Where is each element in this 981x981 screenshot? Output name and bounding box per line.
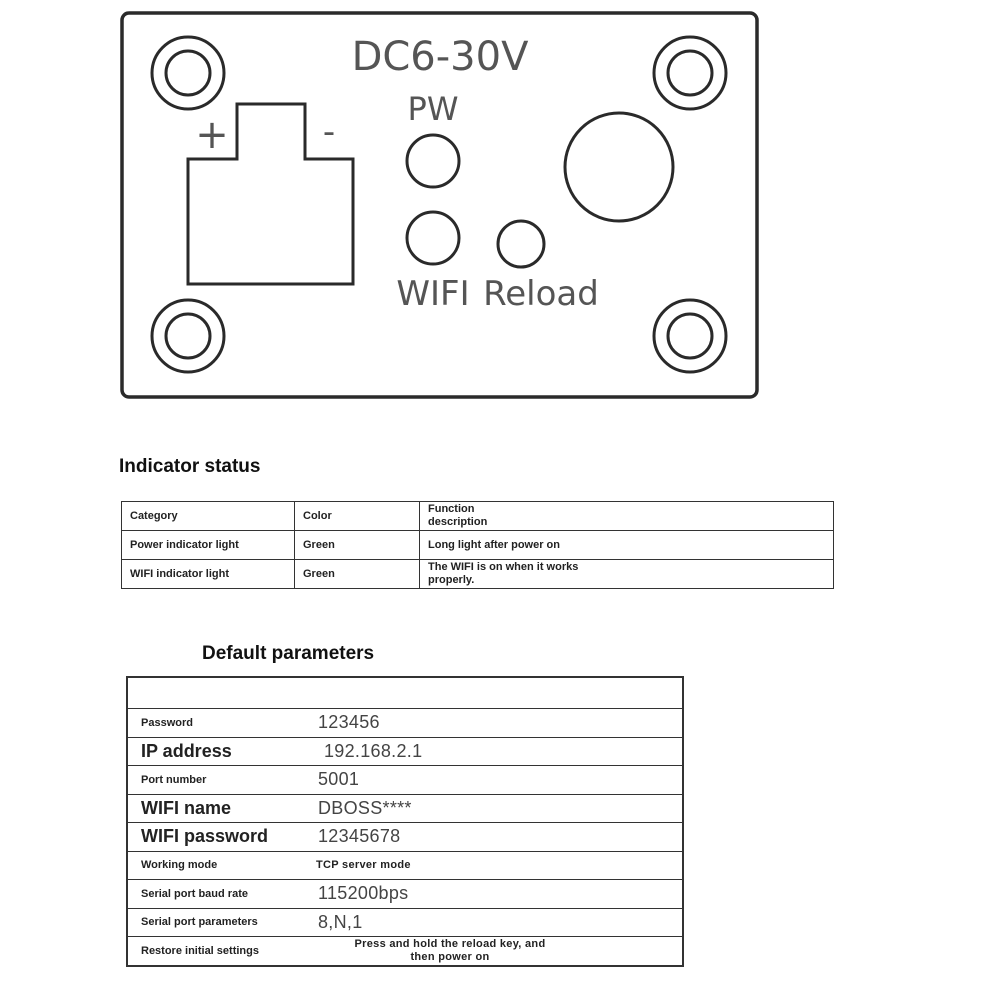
mounting-hole-top-left xyxy=(152,37,224,109)
row-function: Long light after power on xyxy=(420,531,834,560)
indicator-status-table xyxy=(121,501,834,589)
indicator-status-title: Indicator status xyxy=(119,456,261,477)
param-key: Working mode xyxy=(127,851,304,880)
param-key: IP address xyxy=(127,737,304,766)
param-value: 123456 xyxy=(304,709,683,738)
param-value: DBOSS**** xyxy=(304,794,683,823)
row-function xyxy=(420,560,834,589)
param-key: Serial port baud rate xyxy=(127,880,304,909)
header-category: Category xyxy=(122,502,295,531)
blank-cell xyxy=(127,677,683,709)
table-row xyxy=(127,937,683,966)
table-row xyxy=(122,531,834,560)
table-row xyxy=(127,766,683,795)
row-category: Power indicator light xyxy=(122,531,295,560)
antenna-connector xyxy=(565,113,673,221)
param-key: WIFI password xyxy=(127,823,304,852)
param-value xyxy=(304,937,683,966)
mounting-hole-bottom-left xyxy=(152,300,224,372)
table-row xyxy=(127,823,683,852)
wifi-led xyxy=(407,212,459,264)
row-category: WIFI indicator light xyxy=(122,560,295,589)
table-row xyxy=(127,851,683,880)
board-diagram xyxy=(0,0,981,420)
param-key: WIFI name xyxy=(127,794,304,823)
table-row xyxy=(122,560,834,589)
param-value: 192.168.2.1 xyxy=(304,737,683,766)
header-color: Color xyxy=(295,502,420,531)
pw-label: PW xyxy=(407,90,459,128)
reload-label: Reload xyxy=(483,274,599,314)
header-function-line: Function description xyxy=(428,503,488,528)
table-row xyxy=(127,880,683,909)
table-row xyxy=(127,908,683,937)
param-key: Password xyxy=(127,709,304,738)
minus-sign: - xyxy=(322,112,336,152)
row-color: Green xyxy=(295,531,420,560)
mounting-hole-top-right xyxy=(654,37,726,109)
table-row xyxy=(127,709,683,738)
mounting-hole-bottom-right xyxy=(654,300,726,372)
wifi-label: WIFI xyxy=(396,274,470,314)
param-value: TCP server mode xyxy=(304,851,683,880)
table-header-row xyxy=(122,502,834,531)
param-value: 12345678 xyxy=(304,823,683,852)
default-parameters-title: Default parameters xyxy=(202,643,375,664)
row-function-text: The WIFI is on when it works properly. xyxy=(428,561,579,586)
default-parameters-table xyxy=(126,676,684,967)
table-row xyxy=(127,794,683,823)
blank-header-row xyxy=(127,677,683,709)
voltage-label: DC6-30V xyxy=(351,34,529,80)
plus-sign: + xyxy=(195,112,229,158)
param-value-text: Press and hold the reload key, and then power on xyxy=(354,937,546,963)
table-row xyxy=(127,737,683,766)
row-color: Green xyxy=(295,560,420,589)
param-key: Restore initial settings xyxy=(127,937,304,966)
param-value: 115200bps xyxy=(304,880,683,909)
pw-led xyxy=(407,135,459,187)
header-function-description xyxy=(420,502,834,531)
param-key: Serial port parameters xyxy=(127,908,304,937)
param-value: 5001 xyxy=(304,766,683,795)
param-key: Port number xyxy=(127,766,304,795)
reload-button xyxy=(498,221,544,267)
param-value: 8,N,1 xyxy=(304,908,683,937)
